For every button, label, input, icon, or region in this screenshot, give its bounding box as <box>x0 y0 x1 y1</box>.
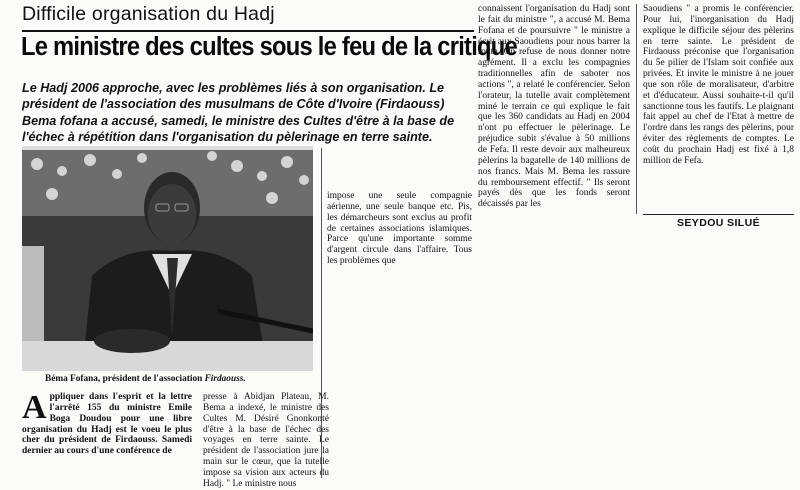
article-column-3 <box>478 4 630 210</box>
portrait-photo <box>22 146 313 371</box>
article-column-1 <box>22 389 192 457</box>
drop-cap: A <box>22 389 47 426</box>
article-headline: Le ministre des cultes sous le feu de la critique <box>21 33 517 61</box>
column-1b-text: presse à Abidjan Plateau, M. Bema a indexé, le ministre des Cultes M. Désiré Gnonkonté d'être à la base de l'échec des voyages en terre sainte. Le président de l'association jure la main sur le cœur, que la tutelle impose sa vision aux acteurs du Hadj. " Le ministre nous <box>203 392 329 489</box>
column-2-text: impose une seule compagnie aérienne, une seule banque etc. Pis, les démarcheurs sont exclus au profit de certaines associations islamiques. Parce qu'une importante somme d'argent circule dans l'affaire. Tous les problèmes que <box>327 191 472 267</box>
column-3-text: connaissent l'organisation du Hadj sont le fait du ministre ", a accusé M. Bema Fofana et de poursuivre " le ministre a écrit aux Saoudiens pour nous barrer la route. On refuse de nous donner notre agrément. Il a exclu les compagnies traditionnelles afin de saboter nos actions ", a relaté le conférencier. Selon l'orateur, la tutelle avait complètement miné le terrain ce qui explique le fait que les 360 candidats au Hadj en 2004 n'ont pu effectuer le pèlerinage. Le préjudice subit s'évalue à 50 millions de Fefa. Il reste devoir aux malheureux pèlerins la bagatelle de 140 millions de nos francs. Mais M. Bema les rassure du remboursement effectif. " Ils seront payés dès que les fonds seront décaissés par les <box>478 4 630 210</box>
column-divider <box>636 4 637 214</box>
article-column-2 <box>327 191 472 267</box>
column-4-text: Saoudiens " a promis le conférencier. Pour lui, l'inorganisation du Hadj explique le difficile séjour des pèlerins en terre sainte. Le président de Firdaouss préconise que l'organisation du 5e pilier de l'Islam soit confiée aux privées. Et invite le ministre à ne jouer que son rôle de moralisateur, d'arbitre et d'éducateur. Aussi souhaite-t-il qu'il sanctionne tous les fautifs. Le plaignant fait appel au chef de l'Etat à mettre de l'ordre dans les rangs des pèlerins, pour éviter des règlements de comptes. Le coût du prochain Hadj est fixé à 1,8 million de Fefa. <box>643 4 794 166</box>
photo-caption <box>45 374 345 384</box>
portrait-photo-image <box>22 146 313 371</box>
photo-caption-name: Béma Fofana, président de l'association <box>45 374 205 384</box>
photo-caption-org: Firdaouss. <box>204 374 246 384</box>
article-lead: Le Hadj 2006 approche, avec les problèmes liés à son organisation. Le président de l'association des musulmans de Côte d'Ivoire (Firdaouss) Bema fofana a accusé, samedi, le ministre des Cultes d'être à la base de l'échec à répétition dans l'organisation du pèlerinage en terre sainte. <box>22 81 455 145</box>
signature-rule <box>643 214 794 215</box>
article-column-1b <box>203 392 329 490</box>
author-signature: SEYDOU SILUÉ <box>677 217 760 229</box>
kicker-rule <box>22 30 474 32</box>
article-column-4 <box>643 4 794 167</box>
column-1-text: ppliquer dans l'esprit et la lettre l'arrêté 155 du ministre Emile Boga Doudou pour une libre organisation du Hadj est le voeu le plus cher du président de Firdaouss. Samedi dernier au cours d'une conférence de <box>22 392 192 457</box>
article-kicker: Difficile organisation du Hadj <box>22 3 275 25</box>
